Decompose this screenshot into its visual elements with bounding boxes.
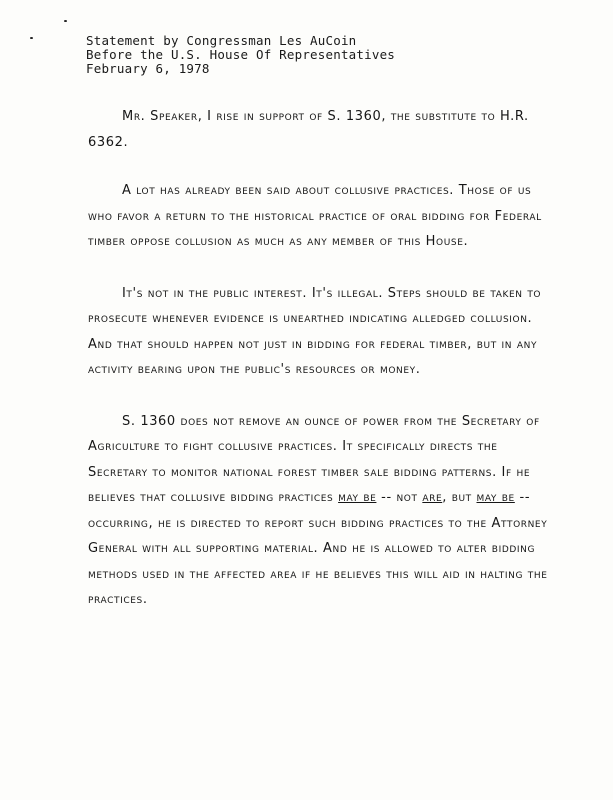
- underlined-may-be-2: may be: [476, 490, 515, 505]
- header-line-1: Statement by Congressman Les AuCoin: [86, 33, 357, 48]
- paragraph-4-part-b: -- not: [376, 490, 423, 505]
- statement-body: [88, 104, 558, 639]
- paragraph-4-part-c: , but: [442, 490, 477, 505]
- paragraph-2: A lot has already been said about collusive practices. Those of us who favor a return to the historical practice of oral bidding for Federal timber oppose collusion as much as any member of this House.: [88, 183, 542, 249]
- paragraph-3: It's not in the public interest. It's illegal. Steps should be taken to prosecute whenever evidence is unearthed indicating alledged collusion. And that should happen not just in bidding for federal timber, but in any activity bearing upon the public's resources or money.: [88, 285, 542, 377]
- underlined-are: are: [422, 490, 443, 505]
- statement-header: [86, 34, 395, 76]
- scan-speck: [64, 20, 67, 22]
- header-line-2: Before the U.S. House Of Representatives: [86, 47, 396, 62]
- paragraph-1: Mr. Speaker, I rise in support of S. 1360, the substitute to H.R. 6362.: [88, 109, 529, 150]
- paragraph-4-part-a: S. 1360 does not remove an ounce of power from the Secretary of Agriculture to fight collusive practices. It specifically directs the Secretary to monitor national forest timber sale bidding patterns. If he believes that collusive bidding practices: [88, 413, 540, 505]
- paragraph-4: [88, 409, 558, 613]
- underlined-may-be-1: may be: [338, 490, 377, 505]
- scan-speck: [30, 37, 33, 39]
- header-line-3: February 6, 1978: [86, 61, 210, 76]
- paragraph-4-part-d: -- occurring, he is directed to report such bidding practices to the Attorney General with all supporting material. And he is allowed to alter bidding methods used in the affected area if he believes this will aid in halting the practices.: [88, 490, 548, 607]
